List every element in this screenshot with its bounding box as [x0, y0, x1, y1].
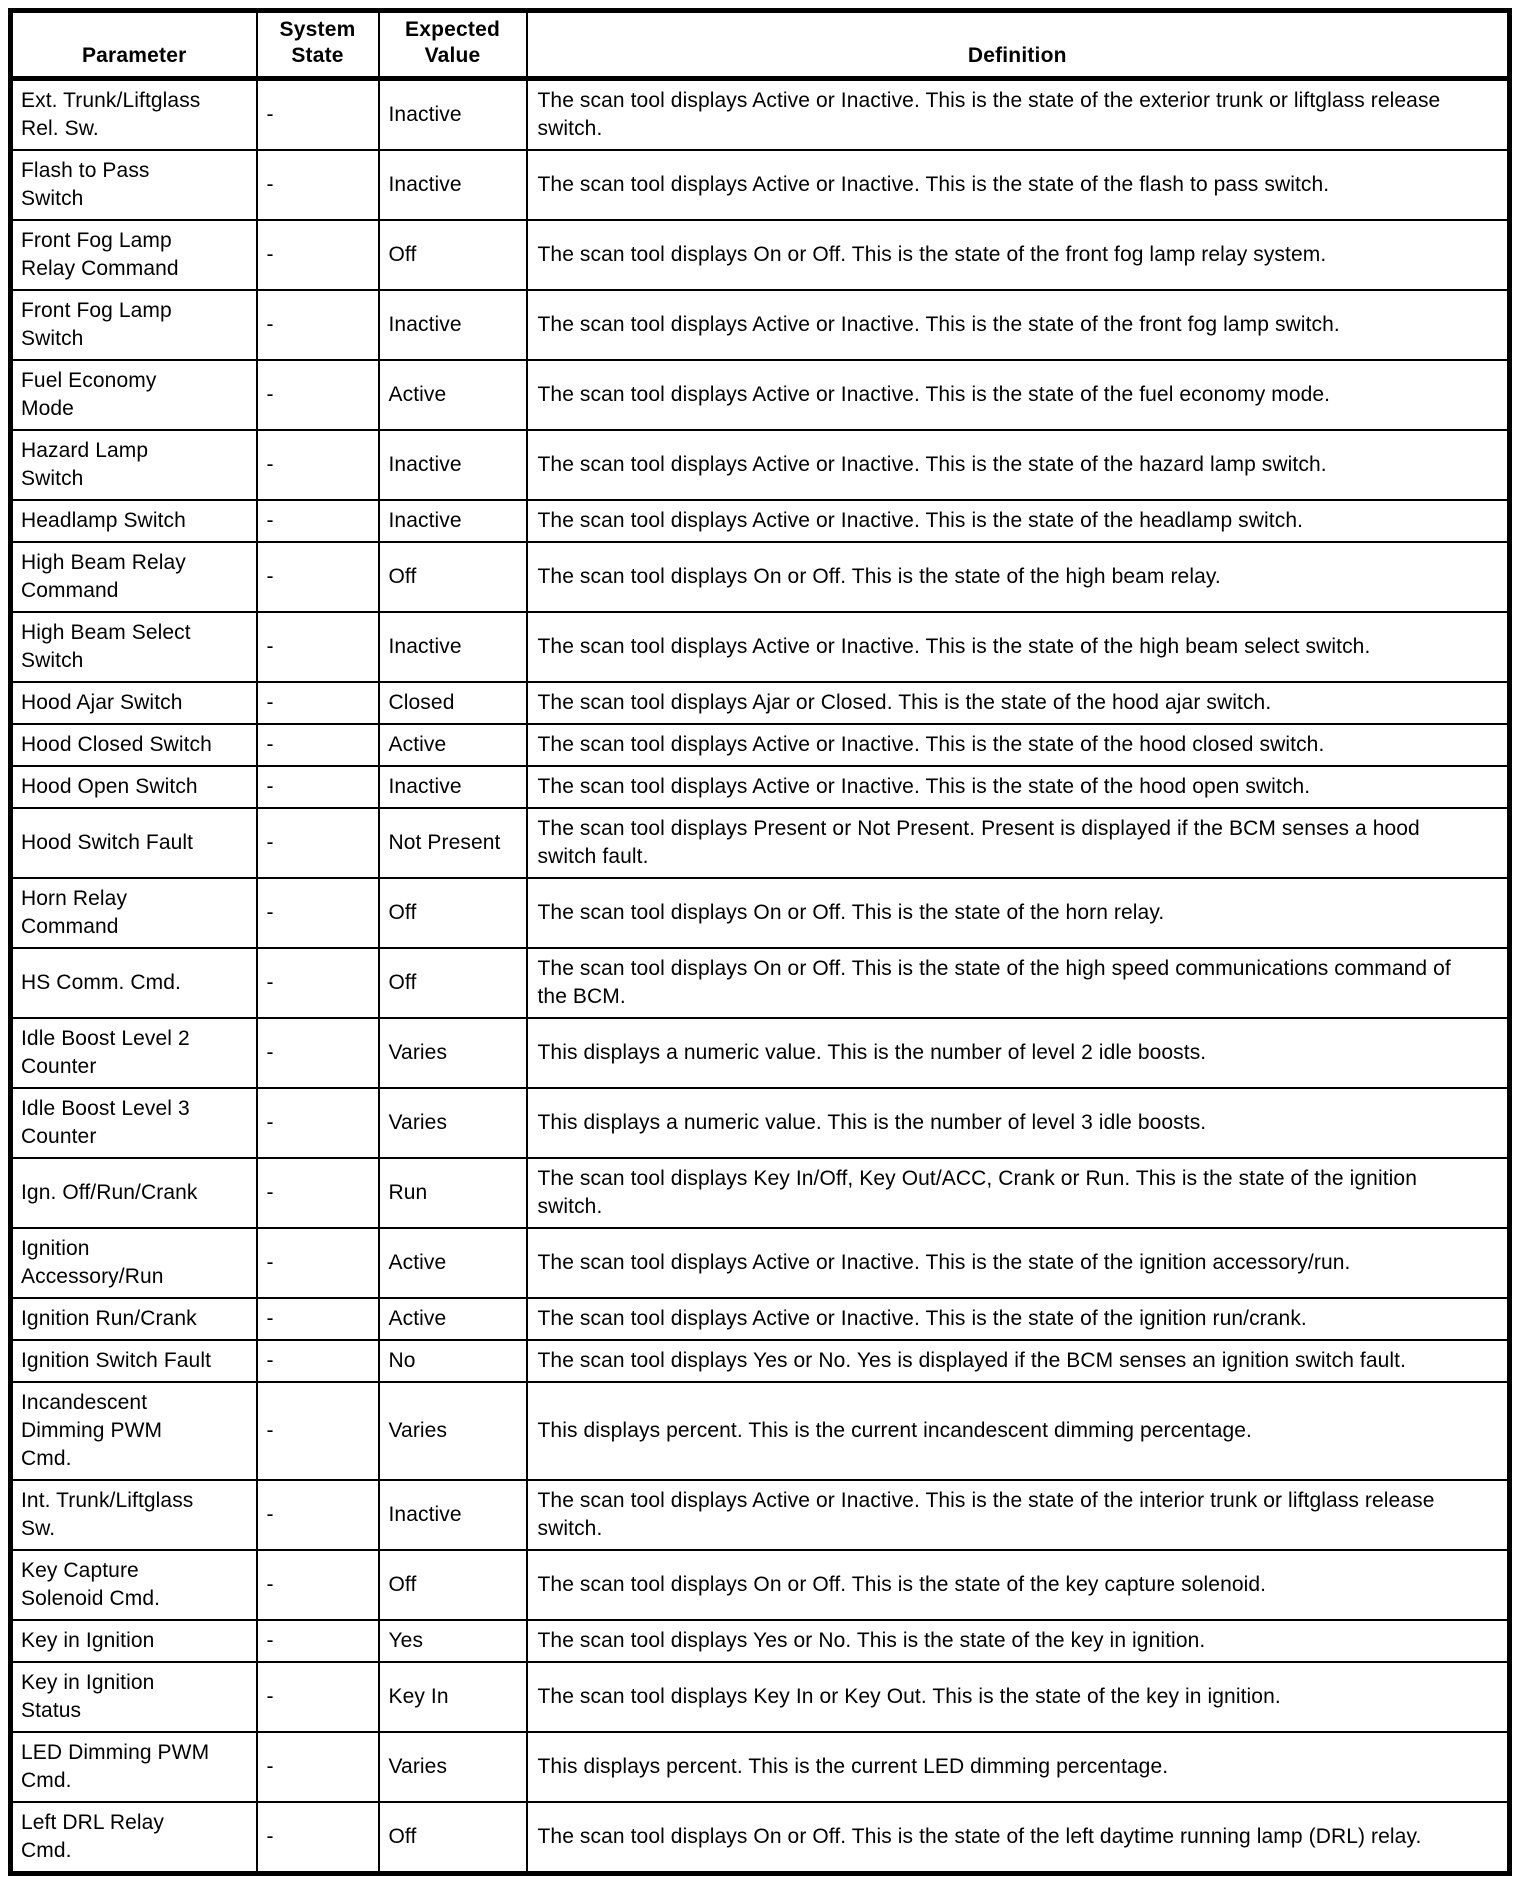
- table-row: [11, 542, 1510, 612]
- system-state-cell: -: [257, 1088, 379, 1158]
- system-state-cell: -: [257, 290, 379, 360]
- definition-cell: The scan tool displays Ajar or Closed. This is the state of the hood ajar switch.: [527, 682, 1510, 724]
- system-state-cell: -: [257, 220, 379, 290]
- system-state-cell: -: [257, 360, 379, 430]
- system-state-cell: -: [257, 1382, 379, 1480]
- definition-cell: The scan tool displays Active or Inactive. This is the state of the fuel economy mode.: [527, 360, 1510, 430]
- table-body: [11, 79, 1510, 1874]
- expected-value-cell: Off: [379, 1802, 527, 1874]
- definition-cell: The scan tool displays Yes or No. Yes is displayed if the BCM senses an ignition switch fault.: [527, 1340, 1510, 1382]
- table-row: [11, 1620, 1510, 1662]
- parameter-cell: Ignition Run/Crank: [11, 1298, 257, 1340]
- system-state-cell: -: [257, 1228, 379, 1298]
- parameter-cell: Ext. Trunk/Liftglass Rel. Sw.: [11, 79, 257, 151]
- expected-value-cell: Off: [379, 948, 527, 1018]
- definition-cell: The scan tool displays Present or Not Present. Present is displayed if the BCM senses a hood switch fault.: [527, 808, 1510, 878]
- parameter-cell: Int. Trunk/Liftglass Sw.: [11, 1480, 257, 1550]
- parameter-cell: Flash to Pass Switch: [11, 150, 257, 220]
- parameter-cell: HS Comm. Cmd.: [11, 948, 257, 1018]
- table-row: [11, 766, 1510, 808]
- parameter-cell: Fuel Economy Mode: [11, 360, 257, 430]
- table-row: [11, 808, 1510, 878]
- definition-cell: The scan tool displays Yes or No. This is the state of the key in ignition.: [527, 1620, 1510, 1662]
- table-row: [11, 1662, 1510, 1732]
- expected-value-cell: Varies: [379, 1382, 527, 1480]
- system-state-cell: -: [257, 1620, 379, 1662]
- expected-value-cell: Active: [379, 724, 527, 766]
- table-row: [11, 150, 1510, 220]
- parameter-cell: Incandescent Dimming PWM Cmd.: [11, 1382, 257, 1480]
- col-header-definition: Definition: [527, 11, 1510, 79]
- table-row: [11, 1298, 1510, 1340]
- definition-cell: The scan tool displays On or Off. This is the state of the key capture solenoid.: [527, 1550, 1510, 1620]
- definition-cell: The scan tool displays Key In/Off, Key Out/ACC, Crank or Run. This is the state of the ignition switch.: [527, 1158, 1510, 1228]
- expected-value-cell: Inactive: [379, 290, 527, 360]
- definition-cell: The scan tool displays Key In or Key Out. This is the state of the key in ignition.: [527, 1662, 1510, 1732]
- expected-value-cell: Varies: [379, 1018, 527, 1088]
- system-state-cell: -: [257, 724, 379, 766]
- parameter-cell: High Beam Relay Command: [11, 542, 257, 612]
- definition-cell: The scan tool displays Active or Inactive. This is the state of the high beam select switch.: [527, 612, 1510, 682]
- definition-cell: This displays percent. This is the current LED dimming percentage.: [527, 1732, 1510, 1802]
- definition-cell: The scan tool displays On or Off. This is the state of the front fog lamp relay system.: [527, 220, 1510, 290]
- system-state-cell: -: [257, 430, 379, 500]
- parameter-cell: Front Fog Lamp Switch: [11, 290, 257, 360]
- definition-cell: This displays a numeric value. This is the number of level 2 idle boosts.: [527, 1018, 1510, 1088]
- system-state-cell: -: [257, 1018, 379, 1088]
- table-row: [11, 220, 1510, 290]
- system-state-cell: -: [257, 500, 379, 542]
- system-state-cell: -: [257, 1158, 379, 1228]
- expected-value-cell: Inactive: [379, 1480, 527, 1550]
- system-state-cell: -: [257, 1662, 379, 1732]
- table-row: [11, 1158, 1510, 1228]
- definition-cell: The scan tool displays Active or Inactive. This is the state of the headlamp switch.: [527, 500, 1510, 542]
- system-state-cell: -: [257, 766, 379, 808]
- col-header-parameter: Parameter: [11, 11, 257, 79]
- parameter-table: [8, 8, 1512, 1876]
- table-row: [11, 1382, 1510, 1480]
- parameter-cell: Key in Ignition: [11, 1620, 257, 1662]
- expected-value-cell: Not Present: [379, 808, 527, 878]
- table-row: [11, 500, 1510, 542]
- expected-value-cell: Inactive: [379, 430, 527, 500]
- parameter-cell: Headlamp Switch: [11, 500, 257, 542]
- system-state-cell: -: [257, 1340, 379, 1382]
- parameter-cell: Horn Relay Command: [11, 878, 257, 948]
- table-row: [11, 1340, 1510, 1382]
- table-row: [11, 290, 1510, 360]
- definition-cell: The scan tool displays Active or Inactive. This is the state of the ignition accessory/run.: [527, 1228, 1510, 1298]
- expected-value-cell: No: [379, 1340, 527, 1382]
- parameter-cell: Hood Switch Fault: [11, 808, 257, 878]
- table-header: [11, 11, 1510, 79]
- expected-value-cell: Active: [379, 360, 527, 430]
- table-row: [11, 1018, 1510, 1088]
- system-state-cell: -: [257, 1732, 379, 1802]
- col-header-system-state: System State: [257, 11, 379, 79]
- definition-cell: This displays percent. This is the current incandescent dimming percentage.: [527, 1382, 1510, 1480]
- definition-cell: The scan tool displays Active or Inactive. This is the state of the hood open switch.: [527, 766, 1510, 808]
- parameter-cell: Key in Ignition Status: [11, 1662, 257, 1732]
- expected-value-cell: Inactive: [379, 612, 527, 682]
- parameter-cell: LED Dimming PWM Cmd.: [11, 1732, 257, 1802]
- definition-cell: The scan tool displays Active or Inactive. This is the state of the flash to pass switch.: [527, 150, 1510, 220]
- table-row: [11, 1228, 1510, 1298]
- expected-value-cell: Run: [379, 1158, 527, 1228]
- expected-value-cell: Active: [379, 1228, 527, 1298]
- expected-value-cell: Key In: [379, 1662, 527, 1732]
- definition-cell: The scan tool displays On or Off. This is the state of the high beam relay.: [527, 542, 1510, 612]
- system-state-cell: -: [257, 1480, 379, 1550]
- table-row: [11, 1550, 1510, 1620]
- table-row: [11, 724, 1510, 766]
- table-row: [11, 1802, 1510, 1874]
- expected-value-cell: Yes: [379, 1620, 527, 1662]
- table-row: [11, 360, 1510, 430]
- expected-value-cell: Varies: [379, 1088, 527, 1158]
- system-state-cell: -: [257, 878, 379, 948]
- parameter-cell: High Beam Select Switch: [11, 612, 257, 682]
- expected-value-cell: Off: [379, 878, 527, 948]
- parameter-cell: Idle Boost Level 2 Counter: [11, 1018, 257, 1088]
- table-row: [11, 79, 1510, 151]
- col-header-expected-value: Expected Value: [379, 11, 527, 79]
- table-row: [11, 1088, 1510, 1158]
- expected-value-cell: Inactive: [379, 150, 527, 220]
- table-row: [11, 612, 1510, 682]
- expected-value-cell: Off: [379, 1550, 527, 1620]
- parameter-cell: Ignition Switch Fault: [11, 1340, 257, 1382]
- definition-cell: The scan tool displays Active or Inactive. This is the state of the hazard lamp switch.: [527, 430, 1510, 500]
- parameter-cell: Ignition Accessory/Run: [11, 1228, 257, 1298]
- system-state-cell: -: [257, 1802, 379, 1874]
- parameter-cell: Hazard Lamp Switch: [11, 430, 257, 500]
- table-row: [11, 948, 1510, 1018]
- definition-cell: The scan tool displays Active or Inactive. This is the state of the front fog lamp switch.: [527, 290, 1510, 360]
- table-row: [11, 682, 1510, 724]
- definition-cell: The scan tool displays On or Off. This is the state of the high speed communications command of the BCM.: [527, 948, 1510, 1018]
- definition-cell: The scan tool displays On or Off. This is the state of the left daytime running lamp (DRL) relay.: [527, 1802, 1510, 1874]
- definition-cell: This displays a numeric value. This is the number of level 3 idle boosts.: [527, 1088, 1510, 1158]
- system-state-cell: -: [257, 1298, 379, 1340]
- system-state-cell: -: [257, 1550, 379, 1620]
- system-state-cell: -: [257, 150, 379, 220]
- definition-cell: The scan tool displays Active or Inactive. This is the state of the hood closed switch.: [527, 724, 1510, 766]
- system-state-cell: -: [257, 808, 379, 878]
- system-state-cell: -: [257, 948, 379, 1018]
- expected-value-cell: Closed: [379, 682, 527, 724]
- definition-cell: The scan tool displays Active or Inactive. This is the state of the interior trunk or liftglass release switch.: [527, 1480, 1510, 1550]
- expected-value-cell: Inactive: [379, 500, 527, 542]
- parameter-cell: Left DRL Relay Cmd.: [11, 1802, 257, 1874]
- parameter-cell: Key Capture Solenoid Cmd.: [11, 1550, 257, 1620]
- table-row: [11, 1480, 1510, 1550]
- definition-cell: The scan tool displays Active or Inactive. This is the state of the ignition run/crank.: [527, 1298, 1510, 1340]
- header-row: [11, 11, 1510, 79]
- expected-value-cell: Off: [379, 542, 527, 612]
- table-row: [11, 430, 1510, 500]
- definition-cell: The scan tool displays On or Off. This is the state of the horn relay.: [527, 878, 1510, 948]
- system-state-cell: -: [257, 79, 379, 151]
- parameter-cell: Front Fog Lamp Relay Command: [11, 220, 257, 290]
- expected-value-cell: Active: [379, 1298, 527, 1340]
- parameter-cell: Idle Boost Level 3 Counter: [11, 1088, 257, 1158]
- system-state-cell: -: [257, 542, 379, 612]
- system-state-cell: -: [257, 682, 379, 724]
- expected-value-cell: Off: [379, 220, 527, 290]
- system-state-cell: -: [257, 612, 379, 682]
- definition-cell: The scan tool displays Active or Inactive. This is the state of the exterior trunk or liftglass release switch.: [527, 79, 1510, 151]
- parameter-cell: Ign. Off/Run/Crank: [11, 1158, 257, 1228]
- parameter-cell: Hood Closed Switch: [11, 724, 257, 766]
- parameter-cell: Hood Ajar Switch: [11, 682, 257, 724]
- table-row: [11, 1732, 1510, 1802]
- table-row: [11, 878, 1510, 948]
- expected-value-cell: Inactive: [379, 79, 527, 151]
- parameter-cell: Hood Open Switch: [11, 766, 257, 808]
- expected-value-cell: Varies: [379, 1732, 527, 1802]
- expected-value-cell: Inactive: [379, 766, 527, 808]
